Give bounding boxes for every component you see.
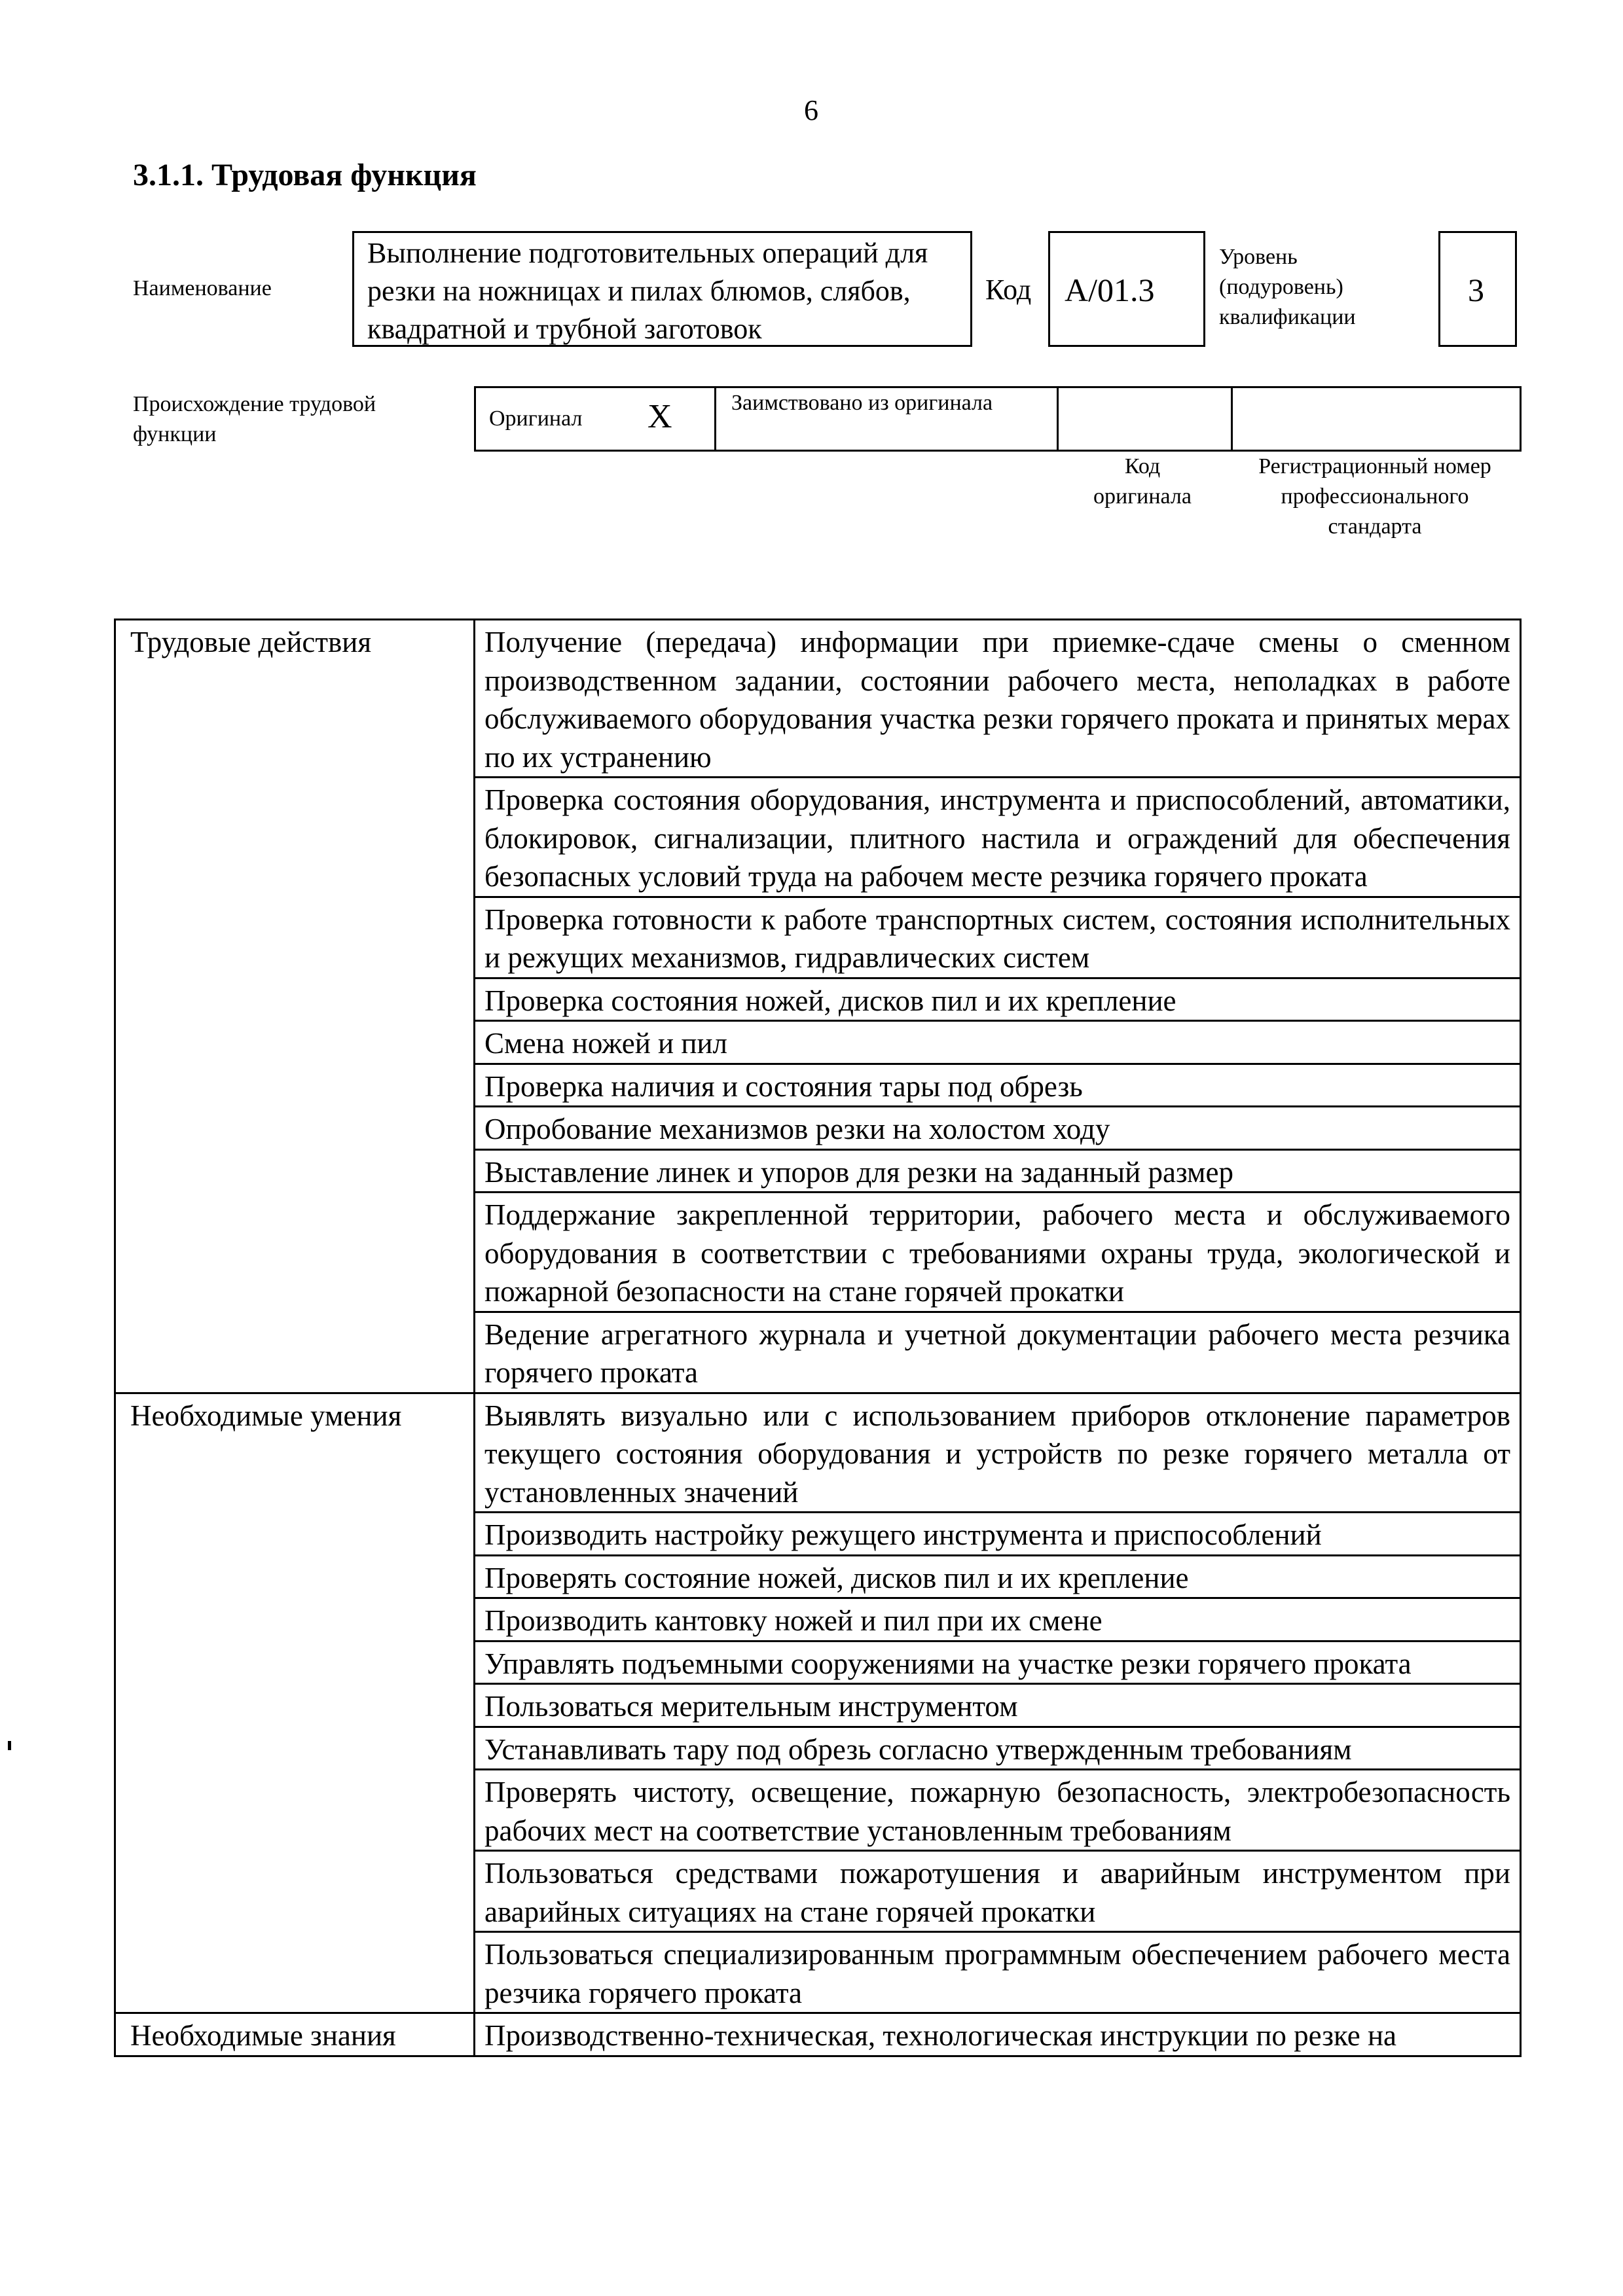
table-cell: Проверка готовности к работе транспортных систем, состояния исполнительных и режущих механизмов, гидравлических систем xyxy=(475,897,1521,978)
table-cell: Производить кантовку ножей и пил при их смене xyxy=(475,1598,1521,1641)
origin-divider-1 xyxy=(714,388,716,450)
origin-divider-2 xyxy=(1057,388,1059,450)
table-cell: Проверка состояния оборудования, инструмента и приспособлений, автоматики, блокировок, сигнализации, плитного настила и ограждений для обеспечения безопасных условий труда на рабочем месте резчика горячего проката xyxy=(475,778,1521,897)
table-cell: Проверять состояние ножей, дисков пил и их крепление xyxy=(475,1555,1521,1598)
table-cell: Выставление линек и упоров для резки на заданный размер xyxy=(475,1149,1521,1193)
table-cell: Опробование механизмов резки на холостом ходу xyxy=(475,1107,1521,1150)
section-title: 3.1.1. Трудовая функция xyxy=(133,158,477,192)
table-cell: Выявлять визуально или с использованием приборов отклонение параметров текущего состояния оборудования и устройств по резке горячего металла от установленных значений xyxy=(475,1393,1521,1513)
table-cell: Управлять подъемными сооружениями на участке резки горячего проката xyxy=(475,1641,1521,1684)
name-label: Наименование xyxy=(133,276,272,300)
table-cell: Проверять чистоту, освещение, пожарную безопасность, электробезопасность рабочих мест на соответствие установленным требованиям xyxy=(475,1770,1521,1851)
table-row xyxy=(115,1393,1521,1513)
margin-mark xyxy=(8,1741,11,1750)
skills-label: Необходимые умения xyxy=(115,1393,475,2013)
table-cell: Пользоваться средствами пожаротушения и аварийным инструментом при аварийных ситуациях на стане горячей прокатки xyxy=(475,1851,1521,1932)
knowledge-label: Необходимые знания xyxy=(115,2013,475,2056)
table-cell: Смена ножей и пил xyxy=(475,1021,1521,1064)
level-value: 3 xyxy=(1468,272,1484,308)
table-row xyxy=(115,620,1521,778)
code-value: А/01.3 xyxy=(1065,272,1155,308)
table-cell: Пользоваться специализированным программным обеспечением рабочего места резчика горячего проката xyxy=(475,1932,1521,2013)
original-label: Оригинал xyxy=(489,406,583,431)
table-cell: Ведение агрегатного журнала и учетной документации рабочего места резчика горячего проката xyxy=(475,1312,1521,1393)
table-cell: Проверка состояния ножей, дисков пил и их крепление xyxy=(475,978,1521,1021)
table-cell: Производственно-техническая, технологическая инструкции по резке на xyxy=(475,2013,1521,2056)
table-cell: Получение (передача) информации при приемке-сдаче смены о сменном производственном задании, состоянии рабочего места, неполадках в работе обслуживаемого оборудования участка резки горячего проката и принятых мерах по их устранению xyxy=(475,620,1521,778)
table-cell: Устанавливать тару под обрезь согласно утвержденным требованиям xyxy=(475,1727,1521,1770)
function-name: Выполнение подготовительных операций для резки на ножницах и пилах блюмов, слябов, квадратной и трубной заготовок xyxy=(367,237,928,345)
original-mark: X xyxy=(647,398,672,435)
level-label: Уровень (подуровень) квалификации xyxy=(1219,245,1356,329)
origin-divider-3 xyxy=(1231,388,1233,450)
origin-label: Происхождение трудовой функции xyxy=(133,392,376,446)
table-cell: Проверка наличия и состояния тары под обрезь xyxy=(475,1064,1521,1107)
table-cell: Пользоваться мерительным инструментом xyxy=(475,1684,1521,1727)
function-name-box xyxy=(352,231,972,347)
level-box xyxy=(1438,231,1517,347)
borrowed-label: Заимствовано из оригинала xyxy=(731,391,993,415)
code-box xyxy=(1048,231,1205,347)
labor-actions-label: Трудовые действия xyxy=(115,620,475,1393)
table-row xyxy=(115,2013,1521,2056)
page-number: 6 xyxy=(804,94,818,126)
table-cell: Производить настройку режущего инструмента и приспособлений xyxy=(475,1513,1521,1556)
origin-table xyxy=(474,386,1522,452)
code-original-caption: Код оригинала xyxy=(1093,454,1192,509)
table-cell: Поддержание закрепленной территории, рабочего места и обслуживаемого оборудования в соответствии с требованиями охраны труда, экологической и пожарной безопасности на стане горячей прокатки xyxy=(475,1193,1521,1312)
function-table xyxy=(114,619,1522,2057)
reg-number-caption: Регистрационный номер профессионального стандарта xyxy=(1258,454,1491,539)
code-label: Код xyxy=(985,274,1032,306)
